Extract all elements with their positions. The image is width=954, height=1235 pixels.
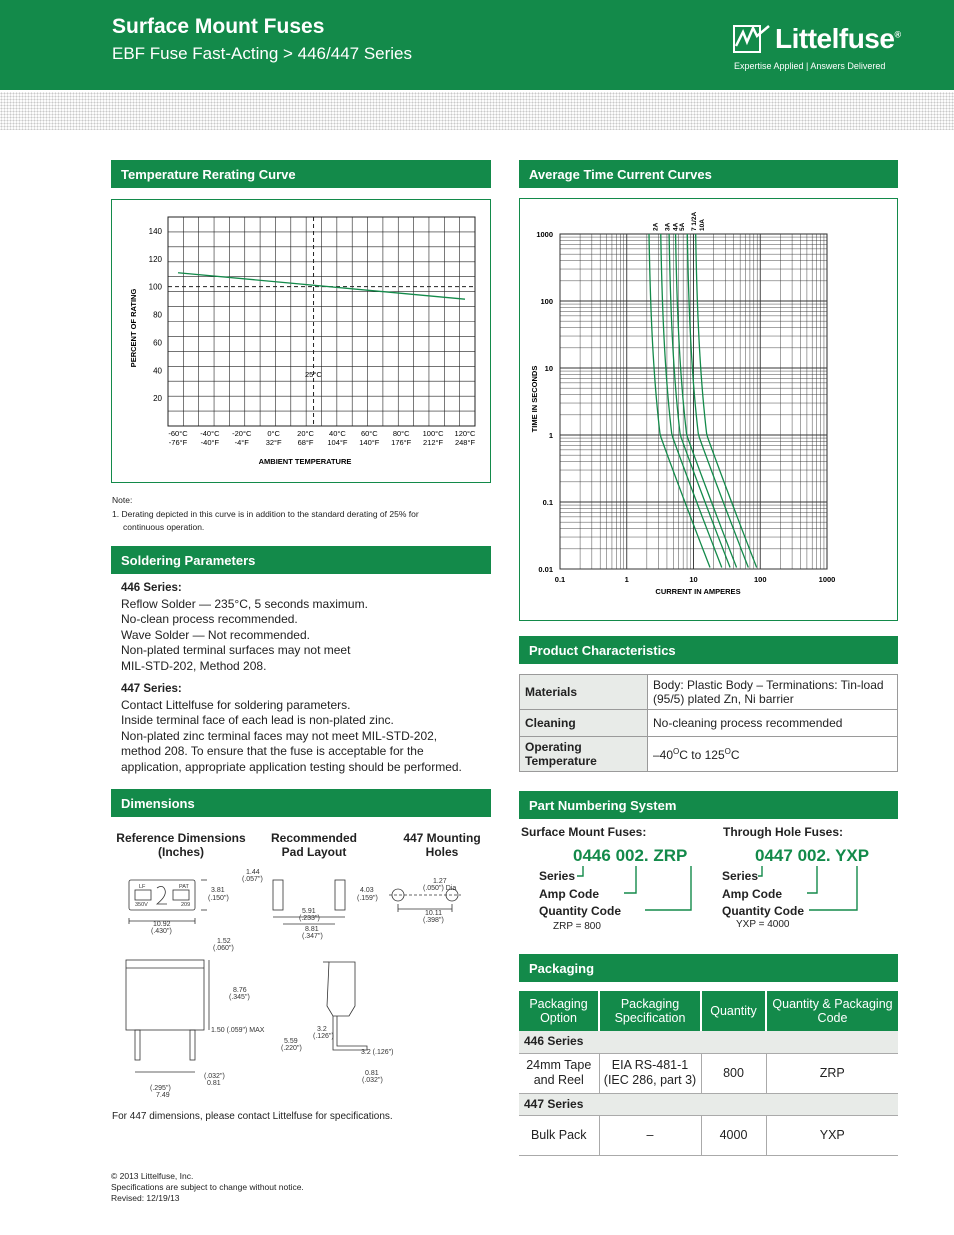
x-axis-label: AMBIENT TEMPERATURE — [258, 457, 352, 466]
soldering-446-line: Reflow Solder — 235°C, 5 seconds maximum. — [121, 596, 368, 611]
dim-label: (.060") — [213, 945, 234, 952]
page-subtitle: EBF Fuse Fast-Acting > 446/447 Series — [112, 44, 413, 63]
logo-tagline: Expertise Applied | Answers Delivered — [734, 61, 886, 71]
table-cell-key: Materials — [520, 675, 648, 710]
x-tick-label: 32°F — [265, 438, 282, 447]
table-cell-key: Cleaning — [520, 710, 648, 737]
x-tick-label: 68°F — [297, 438, 314, 447]
logo-wordmark: Littelfuse® — [775, 23, 901, 54]
thf-part-number: 0447 002. YXP — [755, 846, 870, 865]
y-tick-label: 120 — [148, 254, 162, 264]
x-axis-label: CURRENT IN AMPERES — [655, 587, 741, 596]
section-heading-product-chars: Product Characteristics — [519, 636, 898, 664]
y-tick-label: 1 — [548, 431, 553, 440]
x-tick-label: -40°F — [200, 438, 220, 447]
page-title: Surface Mount Fuses — [112, 15, 325, 38]
dim-label: 0.81 — [365, 1070, 379, 1077]
smf-label: Surface Mount Fuses: — [521, 825, 647, 839]
soldering-446-title: 446 Series: — [121, 582, 182, 594]
thf-label: Through Hole Fuses: — [723, 825, 843, 839]
section-heading-part-numbering: Part Numbering System — [519, 791, 898, 819]
soldering-447-line: Inside terminal face of each lead is non-plated zinc. — [121, 713, 394, 727]
x-tick-label: 100°C — [422, 429, 444, 438]
table-cell: 800 — [701, 1053, 766, 1093]
fuse-side-view — [327, 962, 355, 1016]
x-tick-label: 120°C — [454, 429, 476, 438]
dim-col-mounting-holes: 447 Mounting Holes — [403, 831, 481, 859]
pn-amp-label: Amp Code — [539, 887, 599, 901]
section-heading-packaging: Packaging — [519, 954, 898, 982]
dim-label: (.057") — [242, 876, 263, 883]
soldering-447-line: Contact Littelfuse for soldering parameters. — [121, 697, 351, 712]
col-header: Quantity — [701, 991, 766, 1031]
marker-25c-label: 25°C — [305, 370, 322, 379]
fuse-curve-10A — [696, 234, 757, 567]
dim-label: 10.92 — [153, 921, 171, 928]
y-tick-label: 100 — [540, 297, 553, 306]
x-tick-label: 176°F — [391, 438, 412, 447]
dim-label: 3.2 — [317, 1026, 327, 1033]
x-tick-label: -40°C — [200, 429, 220, 438]
x-tick-label: 40°C — [329, 429, 346, 438]
dim-label: (.345") — [229, 994, 250, 1001]
footer — [111, 1171, 304, 1204]
y-tick-label: 80 — [153, 310, 162, 320]
footer-notice: Specifications are subject to change without notice. — [111, 1182, 304, 1192]
fuse-mark-code: 209 — [181, 902, 191, 908]
x-tick-label: 60°C — [360, 429, 378, 438]
dim-label: (.347") — [302, 933, 323, 940]
smf-part-number: 0446 002. ZRP — [573, 846, 688, 865]
fuse-curve-5A — [676, 234, 737, 567]
packaging-table — [519, 991, 898, 1156]
x-tick-label: 140°F — [359, 438, 380, 447]
dim-label: 8.81 — [305, 926, 319, 933]
dim-col-pad-layout: Recommended Pad Layout — [270, 831, 358, 859]
dim-label: 10.11 — [425, 910, 442, 917]
y-tick-label: 60 — [153, 338, 162, 348]
x-tick-label: 1 — [624, 575, 629, 584]
table-cell: 24mm Tape and Reel — [519, 1053, 599, 1093]
x-tick-label: 80°C — [392, 429, 410, 438]
pad-right — [335, 880, 345, 910]
curve-label: 3A — [664, 222, 672, 231]
fuse-front-view — [126, 960, 204, 1030]
dim-label: 1.50 (.059") MAX — [211, 1027, 265, 1034]
section-heading-temp-rerating: Temperature Rerating Curve — [111, 160, 491, 188]
x-tick-label: 1000 — [818, 575, 836, 584]
table-cell-value: $-40^OC$ to $125^OC$ — [648, 737, 898, 772]
soldering-447-title: 447 Series: — [121, 683, 182, 695]
dim-label: (.430") — [151, 928, 172, 935]
pn-amp-label: Amp Code — [722, 887, 782, 901]
x-tick-label: 100 — [753, 575, 767, 584]
fuse-curve-2A — [649, 234, 710, 567]
x-tick-label: -20°C — [232, 429, 252, 438]
table-header-row — [519, 991, 898, 1031]
dim-label: (.150") — [208, 895, 229, 902]
y-axis-label: TIME IN SECONDS — [530, 365, 539, 433]
pn-qty-label: Quantity Code — [539, 904, 622, 918]
temp-rerating-chart — [112, 200, 490, 482]
product-characteristics-table — [519, 674, 898, 772]
x-tick-label: 212°F — [423, 438, 444, 447]
dim-label: (.233") — [299, 915, 320, 922]
x-tick-label: -4°F — [234, 438, 249, 447]
x-tick-label: -76°F — [168, 438, 188, 447]
y-tick-label: 20 — [153, 394, 162, 404]
dimensions-footnote: For 447 dimensions, please contact Littelfuse for specifications. — [112, 1111, 393, 1122]
table-row — [519, 1115, 898, 1155]
dim-label: (.032") — [362, 1077, 383, 1084]
x-tick-label: 248°F — [454, 438, 476, 447]
curve-label: 4A — [672, 222, 680, 231]
fuse-mark-lf: LF — [139, 884, 146, 890]
littelfuse-logo-icon — [733, 22, 771, 54]
dim-col-reference: Reference Dimensions (Inches) — [116, 831, 246, 859]
temp-rerating-chart-box — [111, 199, 491, 483]
curve-label: 2A — [652, 222, 660, 231]
x-tick-label: 0.1 — [554, 575, 566, 584]
soldering-446-line: MIL-STD-202, Method 208. — [121, 658, 267, 673]
y-tick-label: 40 — [153, 366, 162, 376]
dim-label: (.398") — [423, 917, 444, 924]
fuse-curve-4A — [669, 234, 730, 567]
footer-copyright: © 2013 Littelfuse, Inc. — [111, 1171, 194, 1181]
note-title: Note: — [112, 495, 133, 505]
soldering-446 — [121, 581, 491, 775]
col-header: Quantity & Packaging Code — [766, 991, 898, 1031]
dim-label: (.159") — [357, 895, 378, 902]
dim-label: 8.76 — [233, 987, 247, 994]
table-cell-value: Body: Plastic Body – Terminations: Tin-load (95/5) plated Zn, Ni barrier — [648, 675, 898, 710]
dim-label: 1.44 — [246, 869, 260, 876]
y-tick-label: 0.01 — [538, 565, 553, 574]
section-heading-dimensions: Dimensions — [111, 789, 491, 817]
x-tick-label: -60°C — [168, 429, 188, 438]
pn-series-label: Series — [539, 869, 576, 883]
y-tick-label: 140 — [148, 226, 162, 236]
dim-label: 3.2 (.126") — [361, 1049, 394, 1056]
dim-label: 5.59 — [284, 1038, 298, 1045]
mounting-hole-left — [392, 889, 404, 901]
dim-label: 1.27 — [433, 878, 447, 885]
table-cell: – — [599, 1115, 701, 1155]
part-number-leader-lines — [519, 866, 899, 916]
dim-label: (.032") — [204, 1073, 225, 1080]
note-text-cont: continuous operation. — [123, 522, 205, 532]
col-header: Packaging Option — [519, 991, 599, 1031]
soldering-446-line: No-clean process recommended. — [121, 612, 298, 626]
dim-label: 1.52 — [217, 938, 231, 945]
dim-label: (.126") — [313, 1033, 334, 1040]
dim-label: (.220") — [281, 1045, 302, 1052]
series-row: 447 Series — [519, 1093, 898, 1115]
pn-note-yxp: YXP = 4000 — [736, 919, 790, 930]
time-current-chart — [520, 199, 897, 620]
curve-label: 5A — [679, 222, 687, 231]
series-row: 446 Series — [519, 1031, 898, 1053]
fuse-mark-voltage: 350V — [135, 902, 148, 908]
table-cell-value: No-cleaning process recommended — [648, 710, 898, 737]
dimension-drawings — [111, 862, 491, 1102]
table-cell-key: Operating Temperature — [520, 737, 648, 772]
table-row — [520, 710, 898, 737]
y-axis-label: PERCENT OF RATING — [129, 288, 138, 368]
dim-label: 5.91 — [302, 908, 316, 915]
fuse-mark-pat: PAT — [179, 884, 189, 890]
section-heading-time-current: Average Time Current Curves — [519, 160, 898, 188]
dim-label: 7.49 — [156, 1092, 170, 1099]
dot-pattern-band — [0, 92, 954, 130]
dim-label: 0.81 — [207, 1080, 221, 1087]
table-cell: 4000 — [701, 1115, 766, 1155]
y-tick-label: 100 — [148, 282, 162, 292]
table-row — [520, 737, 898, 772]
dim-label: 4.03 — [360, 887, 374, 894]
section-heading-soldering: Soldering Parameters — [111, 546, 491, 574]
table-cell: YXP — [766, 1115, 898, 1155]
y-tick-label: 1000 — [536, 230, 553, 239]
footer-revised: Revised: 12/19/13 — [111, 1193, 180, 1203]
pn-series-label: Series — [722, 869, 759, 883]
dim-label: (.295") — [150, 1085, 171, 1092]
x-tick-label: 0°C — [267, 429, 280, 438]
curve-label: 7 1/2A — [690, 211, 698, 231]
dim-label: (.050") Dia — [423, 885, 457, 892]
pn-note-zrp: ZRP = 800 — [553, 921, 601, 932]
soldering-446-line: Non-plated terminal surfaces may not meet — [121, 643, 351, 657]
table-cell: ZRP — [766, 1053, 898, 1093]
table-cell: Bulk Pack — [519, 1115, 599, 1155]
soldering-447-line: application, appropriate application testing should be performed. — [121, 759, 462, 774]
soldering-446-line: Wave Solder — Not recommended. — [121, 627, 310, 642]
pn-qty-label: Quantity Code — [722, 904, 805, 918]
x-tick-label: 104°F — [327, 438, 348, 447]
x-tick-label: 10 — [689, 575, 698, 584]
time-current-chart-box — [519, 198, 898, 621]
table-cell: EIA RS-481-1 (IEC 286, part 3) — [599, 1053, 701, 1093]
curve-label: 10A — [699, 219, 707, 231]
y-tick-label: 0.1 — [542, 498, 553, 507]
col-header: Packaging Specification — [599, 991, 701, 1031]
y-tick-label: 10 — [544, 364, 553, 373]
x-tick-label: 20°C — [297, 429, 314, 438]
dim-label: 3.81 — [211, 887, 225, 894]
pad-left — [273, 880, 283, 910]
soldering-447-line: method 208. To ensure that the fuse is acceptable for the — [121, 744, 424, 758]
soldering-447-line: Non-plated zinc terminal faces may not meet MIL-STD-202, — [121, 728, 438, 743]
table-row — [519, 1053, 898, 1093]
table-row — [520, 675, 898, 710]
note-text: 1. Derating depicted in this curve is in addition to the standard derating of 25% for — [112, 509, 419, 519]
